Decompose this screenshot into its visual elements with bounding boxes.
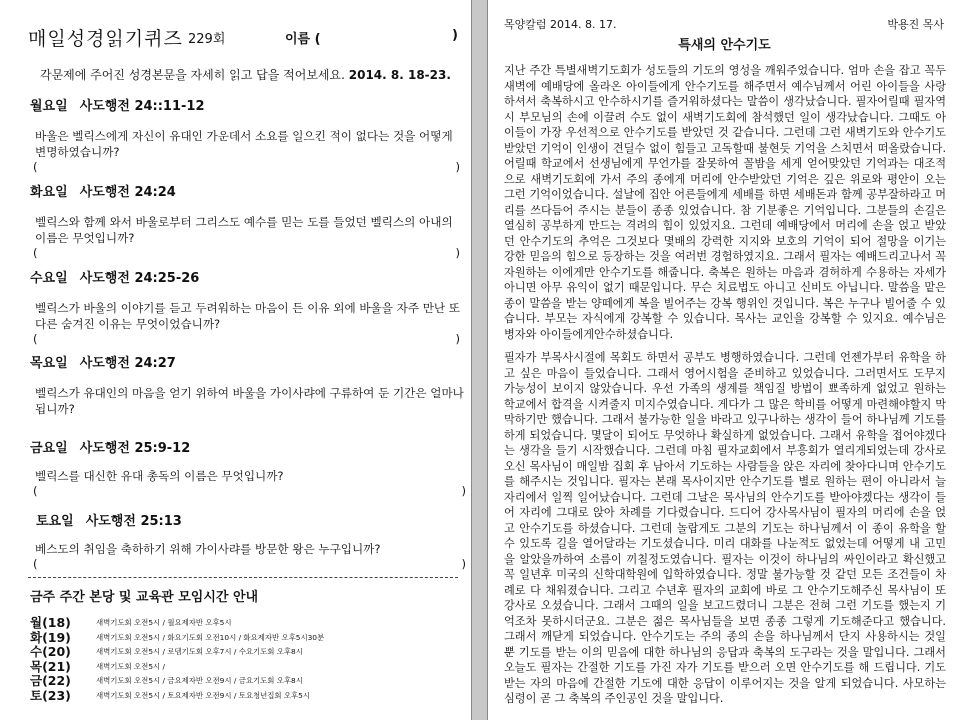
schedule-list — [30, 612, 325, 703]
day-heading — [30, 352, 470, 371]
day-heading — [30, 181, 470, 200]
day-heading — [30, 437, 470, 456]
quiz-instructions — [40, 66, 451, 83]
answer-open-paren: ( — [33, 160, 38, 174]
quiz-date-range: 2014. 8. 18-23. — [348, 68, 451, 82]
question-text: 벨릭스와 함께 와서 바울로부터 그리스도 예수를 믿는 도를 들었던 벨릭스의 아내의 이름은 무엇입니까? — [35, 215, 453, 245]
quiz-header — [28, 24, 468, 50]
schedule-day: 토(23) — [30, 687, 71, 703]
schedule-day: 월(18) — [30, 615, 71, 630]
day-name: 토요일 — [36, 514, 74, 529]
question-text: 바울은 벨릭스에게 자신이 유대인 가운데서 소요를 일으킨 적이 없다는 것을 어떻게 변명하였습니까? — [35, 129, 453, 159]
schedule-row — [30, 685, 324, 703]
day-name: 수요일 — [30, 271, 68, 286]
schedule-day: 화(19) — [30, 629, 71, 645]
answer-blank[interactable] — [30, 160, 460, 174]
column-header — [504, 16, 944, 32]
schedule-text: 새벽기도회 오전5시 / 월요제자반 오후5시 — [96, 618, 232, 627]
verse-ref: 사도행전 24:27 — [79, 356, 176, 371]
question-text: 벨릭스가 바울의 이야기를 듣고 두려워하는 마음이 든 이유 외에 바울을 자주 만난 또 다른 숨겨진 이유는 무엇이었습니까? — [35, 301, 461, 331]
schedule-day: 수(20) — [30, 644, 71, 660]
day-block-friday — [30, 437, 470, 498]
quiz-title: 매일성경읽기퀴즈 — [28, 28, 183, 50]
schedule-row — [30, 670, 324, 689]
schedule-row — [30, 641, 324, 660]
instructions-text: 각문제에 주어진 성경본문을 자세히 읽고 답을 적어보세요. — [40, 68, 345, 82]
answer-close-paren: ) — [461, 484, 466, 498]
question-text: 벨릭스가 유대인의 마음을 얻기 위하여 바울을 가이사랴에 구류하여 둔 기간은 얼마나 됩니까? — [35, 386, 464, 416]
schedule-day: 금(22) — [30, 673, 71, 689]
verse-ref: 사도행전 25:13 — [85, 514, 182, 529]
column-author: 박용진 목사 — [887, 18, 944, 31]
quiz-issue-number: 229회 — [188, 32, 226, 47]
day-heading — [30, 510, 470, 529]
answer-blank[interactable] — [30, 332, 460, 346]
column-label-date: 목양칼럼 2014. 8. 17. — [504, 18, 617, 31]
answer-close-paren: ) — [455, 160, 460, 174]
schedule-text: 새벽기도회 오전5시 / — [96, 661, 166, 671]
answer-close-paren: ) — [455, 246, 460, 260]
schedule-row — [30, 612, 324, 630]
answer-close-paren: ) — [455, 332, 460, 346]
schedule-text: 새벽기도회 오전5시 / 화요기도회 오전10시 / 화요제자반 오후5시30분 — [96, 632, 325, 642]
answer-open-paren: ( — [33, 246, 38, 260]
schedule-text: 새벽기도회 오전5시 / 로뎀기도회 오후7시 / 수요기도회 오후8시 — [96, 647, 303, 657]
answer-open-paren: ( — [33, 332, 38, 346]
schedule-text: 새벽기도회 오전5시 / 토요제자반 오전9시 / 토요청년집회 오후5시 — [96, 690, 311, 700]
question-text: 베스도의 취임을 축하하기 위해 가이사랴를 방문한 왕은 누구입니까? — [35, 542, 381, 556]
column-paragraph-1: 지난 주간 특별새벽기도회가 성도들의 기도의 영성을 깨워주었습니다. 엄마 손을 잡고 꼭두새벽에 예배당에 올라온 아이들에게 안수기도를 해주면서 예수님께서 어린 아이들을 사랑하셔서 축복하시고 안수하시기를 즐거워하셨다는 말씀이 생각났습니다. 필자어릴때 필자역시 부모님의 손에 이끌려 수도 없이 새벽기도회에 참석했던 일이 생각났습니다. 그때도 아이들이 가장 우선적으로 안수기도를 받았던 것 같습니다. 그런데 그런 새벽기도와 안수기도받았던 기억이 인생이 견딜수 없이 힘들고 고독할때 불현듯 기억을 스치면서 떠올랐습니다. 어릴때 학교에서 선생님에게 무언가를 잘못하여 꼴밤을 세게 얻어맞았던 기억과는 대조적으로 새벽기도회에 가서 주의 종에게 머리에 안수받았던 기억은 깊은 위로와 평안이 오는 그런 기억이었습니다. 설날에 집안 어른들에게 세배를 하면 세배돈과 함께 공부잘하라고 머리를 쓰다듬어 주시는 분들이 종종 있었습니다. 참 기분좋은 기억입니다. 그분들의 손길은 열심히 공부하게 만드는 격려의 힘이 있었지요. 그런데 예배당에서 머리에 손을 얹고 받았던 안수기도의 추억은 그것보다 몇배의 강력한 지지와 보호의 기억이 되어 절망을 이기는 강한 믿음의 힘으로 등장하는 것을 여러번 경험하였지요. 그래서 필자는 예배드리고나서 꼭 자원하는 이에게만 안수기도를 해줍니다. 축복은 원하는 마음과 겸허하게 수용하는 자세가 아니면 아무 유익이 없기 때문입니다. 무슨 치료법도 아니고 신비도 아닙니다. 말씀을 맡은 종이 말씀을 받는 양떼에게 복을 빌어주는 강복 행위인 것입니다. 복은 누구나 빌어줄 수 있습니다. 부모는 자식에게 강복할 수 있습니다. 목사는 교인을 강복할 수 있지요. 예수님은 병자와 아이들에게안수하셨습니다. — [504, 64, 946, 341]
day-block-monday — [30, 95, 470, 174]
schedule-day: 목(21) — [30, 658, 71, 674]
day-heading — [30, 95, 470, 114]
column-page — [487, 0, 960, 720]
name-label: 이름 ( — [285, 32, 321, 47]
answer-blank[interactable] — [30, 557, 466, 571]
column-title: 특새의 안수기도 — [678, 38, 771, 53]
schedule-row — [30, 656, 324, 674]
verse-ref: 사도행전 25:9-12 — [79, 441, 191, 456]
answer-open-paren: ( — [33, 484, 38, 498]
day-block-wednesday — [30, 267, 470, 346]
day-block-tuesday — [30, 181, 470, 260]
schedule-title: 금주 주간 본당 및 교육관 모임시간 안내 — [30, 590, 259, 605]
section-divider — [28, 577, 458, 578]
quiz-page — [0, 0, 472, 720]
day-name: 화요일 — [30, 185, 68, 200]
question-text: 벨릭스를 대신한 유대 총독의 이름은 무엇입니까? — [35, 469, 284, 483]
schedule-row — [30, 627, 325, 645]
answer-close-paren: ) — [461, 557, 466, 571]
day-heading — [30, 267, 470, 286]
verse-ref: 사도행전 24:25-26 — [79, 271, 200, 286]
answer-blank[interactable] — [30, 484, 466, 498]
answer-blank[interactable] — [30, 246, 460, 260]
day-block-saturday — [30, 510, 470, 571]
verse-ref: 사도행전 24:24 — [79, 185, 176, 200]
day-name: 금요일 — [30, 441, 68, 456]
name-close-paren: ) — [452, 28, 458, 43]
verse-ref: 사도행전 24::11-12 — [79, 99, 205, 114]
answer-open-paren: ( — [33, 557, 38, 571]
day-name: 월요일 — [30, 99, 68, 114]
day-name: 목요일 — [30, 356, 68, 371]
schedule-text: 새벽기도회 오전5시 / 금요제자반 오전9시 / 금요기도회 오후8시 — [96, 676, 303, 686]
day-block-thursday — [30, 352, 470, 417]
column-paragraph-2: 필자가 부목사시절에 목회도 하면서 공부도 병행하였습니다. 그런데 언젠가부터 유학을 하고 싶은 마음이 들었습니다. 그래서 영어시험을 준비하고 있었습니다. 그러면서도 도무지 가능성이 보이지 않았습니다. 우선 가족의 생계를 책임질 방법이 뾰족하게 없었고 원하는 학교에서 합격을 시켜줄지 미지수였습니다. 게다가 그 많은 학비를 어떻게 마련해야할지 막막하기만 했습니다. 그래서 불가능한 일을 바라고 있구나하는 생각이 들어 하나님께 기도를 하게 되었습니다. 몇달이 되어도 무엇하나 확실하게 없었습니다. 그래서 유학을 접어야겠다는 생각을 들기 시작했습니다. 그런데 마침 필자교회에서 부흥회가 열리게되었는데 강사로 오신 목사님이 매일밤 집회 후 남아서 기도하는 사람들을 앉은 자리에 찾아다니며 안수기도를 해주시는 것입니다. 필자는 본래 목사이지만 안수기도를 별로 원하는 편이 아니라서 늘 자리에서 일찍 일어났습니다. 그런데 그날은 목사님의 안수기도를 받아야겠다는 생각이 들어 자리에 그대로 앉아 차례를 기다렸습니다. 드디어 강사목사님이 필자의 머리에 손을 얹고 안수기도를 하셨습니다. 그런데 놀랍게도 그분의 기도는 하나님께서 이 종이 유학을 할 수 있도록 길을 열어달라는 기도셨습니다. 미리 대화를 나눈적도 없었는데 어떻게 내 고민을 알았을까하여 소름이 끼칠정도였습니다. 필자는 이것이 하나님의 싸인이라고 확신했고 꼭 일년후 미국의 신학대학원에 입학하였습니다. 정말 불가능할 것 같던 모든 조건들이 차례로 다 채워졌습니다. 그리고 수년후 필자의 교회에 바로 그 안수기도해주신 목사님이 또 강사로 오셨습니다. 그래서 그때의 일을 보고드렸더니 그분은 전혀 그런 기도를 했는지 기억조차 못하시더군요. 그분은 젊은 목사님들을 보면 종종 그렇게 기도해준다고 했습니다. 그래서 깨닫게 되었습니다. 안수기도는 주의 종의 손을 하나님께서 단지 사용하시는 것일 뿐 기도를 받는 이의 믿음에 대한 하나님의 응답과 축복의 도구라는 것을 말입니다. 그래서 오늘도 필자는 간절한 기도를 가진 자가 기도를 받으러 오면 안수기도를 해 드립니다. 기도받는 자의 마음에 간절한 기도에 대한 응답이 이루어지는 것을 알게 되었습니다. 사모하는 심령이 곧 그 축복의 주인공인 것을 말입니다. — [504, 351, 946, 705]
